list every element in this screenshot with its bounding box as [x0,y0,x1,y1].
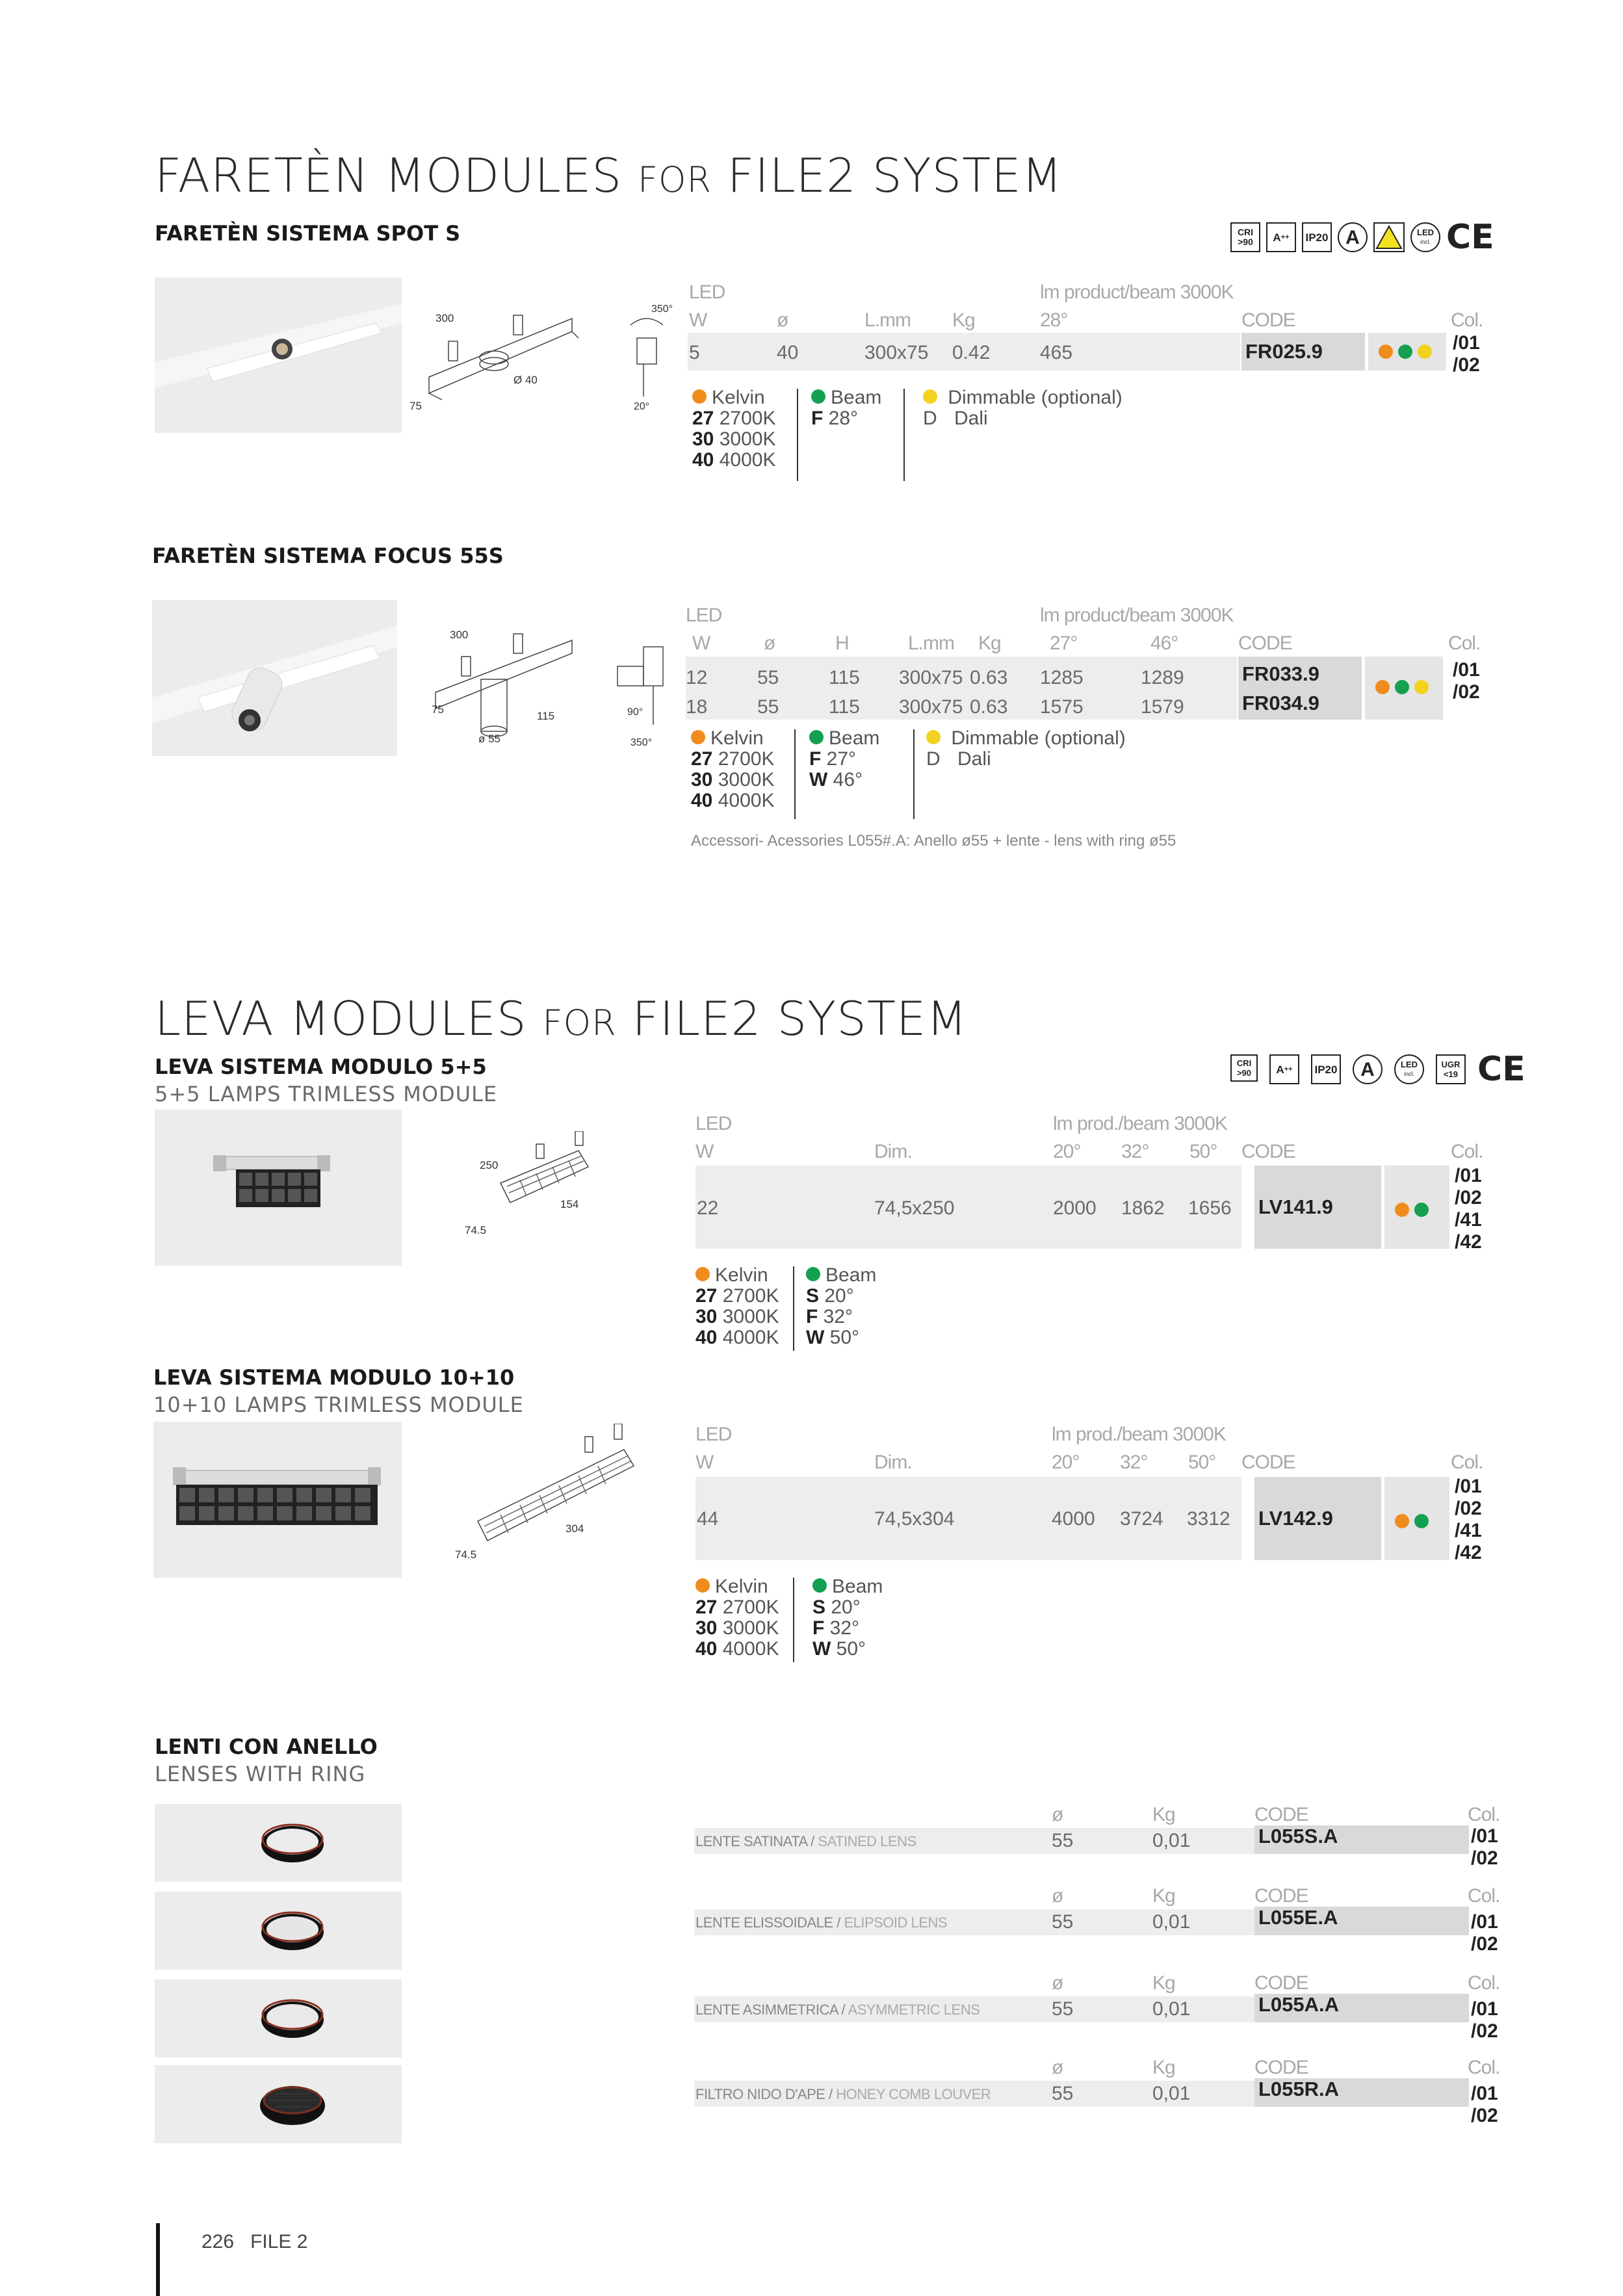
certification-icons [1230,218,1494,257]
cell-lm3: 3312 [1187,1508,1230,1530]
ce-mark-icon: CE [1477,1050,1526,1089]
kelvin-options: Kelvin 27 2700K 30 3000K 40 4000K [695,1576,779,1660]
product-code: LV141.9 [1254,1166,1381,1249]
lens-photo-ellipsoid [155,1892,402,1970]
section-title-fareten: FARETÈN MODULES FOR FILE2 SYSTEM [155,148,1063,203]
product-title-leva-1010: LEVA SISTEMA MODULO 10+10 [153,1365,515,1390]
product-title-focus: FARETÈN SISTEMA FOCUS 55S [152,543,504,568]
col-header-beam1: 27° [1050,633,1078,654]
led-included-icon: LED incl. [1410,222,1440,252]
col-header-code: CODE [1241,1141,1295,1162]
rotation-drawing-focus [614,640,679,751]
color-code-list: /01 /02 /41 /42 [1455,1165,1482,1253]
warning-triangle-icon [1373,222,1405,252]
ugr-icon: UGR <19 [1436,1054,1466,1084]
green-dot [1414,1203,1429,1217]
product-code: L055R.A [1254,2078,1469,2107]
col-header-code: CODE [1241,1452,1295,1473]
col-header-beam: 28° [1040,309,1068,331]
ip20-icon: IP20 [1311,1054,1341,1084]
led-included-icon: LED incl. [1394,1054,1424,1084]
product-title-spot: FARETÈN SISTEMA SPOT S [155,221,461,246]
col-header-code: CODE [1238,633,1292,654]
cell-diam-col: 55 55 [757,667,779,718]
ce-mark-icon: CE [1446,218,1494,257]
svg-text:74.5: 74.5 [455,1548,477,1561]
color-dots [1384,1166,1449,1249]
col-header-beam3: 50° [1189,1141,1217,1162]
cell-h-col: 115 115 [829,667,860,718]
beam-options: Beam S 20° F 32° W 50° [812,1576,883,1660]
section-title-lenses: LENTI CON ANELLO [155,1734,378,1759]
footer-page: 226 FILE 2 [201,2231,308,2252]
col-header-beam2: 32° [1120,1452,1148,1473]
col-header-col: Col. [1451,1141,1483,1162]
col-header-col: Col. [1451,309,1483,331]
cri-icon: CRI >90 [1230,222,1260,252]
class-a-icon: A [1353,1054,1383,1084]
cell-w: 44 [697,1508,719,1530]
color-dots [1384,1477,1449,1560]
dim-label: Ø 40 [513,374,538,386]
product-subtitle-leva-55: 5+5 LAMPS TRIMLESS MODULE [155,1082,498,1106]
cell-lm: 465 [1040,342,1073,363]
cell-kg-col: 0.63 0.63 [970,667,1008,718]
section-title-leva: LEVA MODULES FOR FILE2 SYSTEM [155,991,968,1046]
orange-dot [1375,680,1390,694]
divider [794,729,796,819]
lens-photo-satined [155,1804,402,1882]
lens-row-asymmetric: ø Kg CODE Col. LENTE ASIMMETRICA / ASYMMETRIC LENS 55 0,01 L055A.A /01 /02 [695,1972,1500,2042]
divider [913,729,915,819]
col-header-beam2: 32° [1121,1141,1149,1162]
beam-options: Beam F 28° [811,387,882,429]
col-header-kg: Kg [952,309,975,331]
green-dot [1398,345,1412,359]
divider [903,389,905,481]
kelvin-options: Kelvin 27 2700K 30 3000K 40 4000K [695,1264,779,1348]
cell-lm2-col: 1289 1579 [1141,667,1184,718]
product-subtitle-leva-1010: 10+10 LAMPS TRIMLESS MODULE [153,1392,524,1417]
svg-text:90°: 90° [627,707,643,718]
orange-dot [1379,345,1393,359]
cell-w: 22 [697,1197,719,1219]
col-header-dim: Dim. [874,1452,912,1473]
product-code: L055S.A [1254,1825,1469,1854]
product-photo-leva-55 [155,1110,402,1266]
col-header-w: W [695,1141,714,1162]
cell-diam: 40 [777,342,799,363]
beam-options: Beam F 27° W 46° [809,727,880,790]
svg-text:154: 154 [560,1198,579,1210]
cell-lmm: 300x75 [864,342,929,363]
divider [797,389,798,481]
product-code: FR025.9 [1241,333,1365,371]
svg-text:115: 115 [537,710,555,722]
lm-header: lm prod./beam 3000K [1053,1113,1227,1134]
cell-lm1-col: 1285 1575 [1040,667,1084,718]
beam-options: Beam S 20° F 32° W 50° [806,1264,877,1348]
footer-bar [156,2223,160,2296]
col-header-diam: ø [764,633,775,654]
color-code-list: /01 /02 [1453,332,1480,376]
technical-drawing-leva-1010 [448,1424,656,1567]
col-header-dim: Dim. [874,1141,912,1162]
svg-text:350°: 350° [651,304,673,315]
dim-label: 300 [435,312,454,324]
product-code: LV142.9 [1254,1477,1381,1560]
cell-lm2: 1862 [1121,1197,1165,1219]
lens-row-satined: ø Kg CODE Col. LENTE SATINATA / SATINED LENS 55 0,01 L055S.A /01 /02 [695,1804,1500,1869]
kelvin-options: Kelvin 27 2700K 30 3000K 40 4000K [692,387,776,471]
product-photo-spot [155,278,402,433]
divider [793,1266,794,1351]
col-header-beam1: 20° [1052,1452,1080,1473]
cell-lm1: 2000 [1053,1197,1097,1219]
col-header-kg: Kg [978,633,1001,654]
product-code: FR033.9 FR034.9 [1238,657,1362,720]
product-code: L055E.A [1254,1907,1469,1935]
section-subtitle-lenses: LENSES WITH RING [155,1762,366,1786]
cell-kg: 0.42 [952,342,991,363]
orange-dot [1395,1514,1409,1528]
lm-header: lm prod./beam 3000K [1052,1424,1226,1445]
product-photo-leva-1010 [153,1422,402,1578]
color-dots [1368,333,1446,371]
yellow-dot [1418,345,1432,359]
led-label: LED [689,281,725,303]
dim-label: 75 [409,400,422,412]
col-header-col: Col. [1448,633,1481,654]
divider [793,1578,794,1662]
cell-lmm-col: 300x75 300x75 [899,667,963,718]
col-header-code: CODE [1241,309,1295,331]
cell-lm2: 3724 [1120,1508,1163,1530]
kelvin-options: Kelvin 27 2700K 30 3000K 40 4000K [691,727,775,811]
svg-text:250: 250 [480,1159,499,1171]
certification-icons [1230,1050,1526,1089]
svg-text:20°: 20° [634,401,650,412]
green-dot [1414,1514,1429,1528]
col-header-w: W [689,309,707,331]
svg-text:300: 300 [450,629,469,641]
product-title-leva-55: LEVA SISTEMA MODULO 5+5 [155,1054,487,1079]
col-header-beam3: 50° [1188,1452,1216,1473]
class-a-icon: A [1338,222,1368,252]
col-header-col: Col. [1451,1452,1483,1473]
color-code-list: /01 /02 /41 /42 [1455,1476,1482,1563]
dimmable-options: Dimmable (optional) D Dali [923,387,1123,429]
orange-dot [1395,1203,1409,1217]
cell-dim: 74,5x250 [874,1197,955,1219]
yellow-dot [1414,680,1429,694]
col-header-lmm: L.mm [908,633,954,654]
color-code-list: /01 /02 [1453,659,1480,703]
col-header-w: W [695,1452,714,1473]
led-label: LED [695,1424,732,1445]
cell-dim: 74,5x304 [874,1508,955,1530]
cell-w-col: 12 18 [686,667,708,718]
color-dots [1365,657,1443,720]
col-header-lmm: L.mm [864,309,911,331]
lm-header: lm product/beam 3000K [1040,281,1234,303]
accessory-note: Accessori- Acessories L055#.A: Anello ø55 + lente - lens with ring ø55 [691,832,1176,850]
green-dot [1395,680,1409,694]
led-label: LED [695,1113,732,1134]
svg-text:74.5: 74.5 [465,1224,487,1236]
lens-photo-honeycomb [155,2065,402,2143]
ip20-icon: IP20 [1302,222,1332,252]
lens-row-honeycomb: ø Kg CODE Col. FILTRO NIDO D'APE / HONEY COMB LOUVER 55 0,01 L055R.A /01 /02 [695,2057,1500,2126]
energy-class-icon: A ++ [1269,1054,1299,1084]
lens-photo-asymmetric [155,1979,402,2057]
product-photo-focus [152,600,397,756]
energy-class-icon: A ++ [1266,222,1296,252]
cell-lm1: 4000 [1052,1508,1095,1530]
cell-w: 5 [689,342,700,363]
col-header-beam1: 20° [1053,1141,1081,1162]
lens-row-ellipsoid: ø Kg CODE Col. LENTE ELISSOIDALE / ELIPSOID LENS 55 0,01 L055E.A /01 /02 [695,1885,1500,1955]
svg-text:75: 75 [432,703,444,716]
lm-header: lm product/beam 3000K [1040,605,1234,626]
rotation-drawing-spot [624,299,676,416]
cri-icon: CRI >90 [1230,1054,1258,1082]
svg-text:304: 304 [565,1522,584,1535]
product-code: L055A.A [1254,1994,1469,2022]
led-label: LED [686,605,722,626]
technical-drawing-leva-55 [442,1131,650,1242]
col-header-w: W [692,633,710,654]
dimmable-options: Dimmable (optional) D Dali [926,727,1126,770]
col-header-h: H [835,633,849,654]
svg-text:ø 55: ø 55 [478,733,501,745]
svg-text:350°: 350° [630,737,653,748]
col-header-diam: ø [777,309,788,331]
cell-lm3: 1656 [1188,1197,1232,1219]
col-header-beam2: 46° [1150,633,1178,654]
